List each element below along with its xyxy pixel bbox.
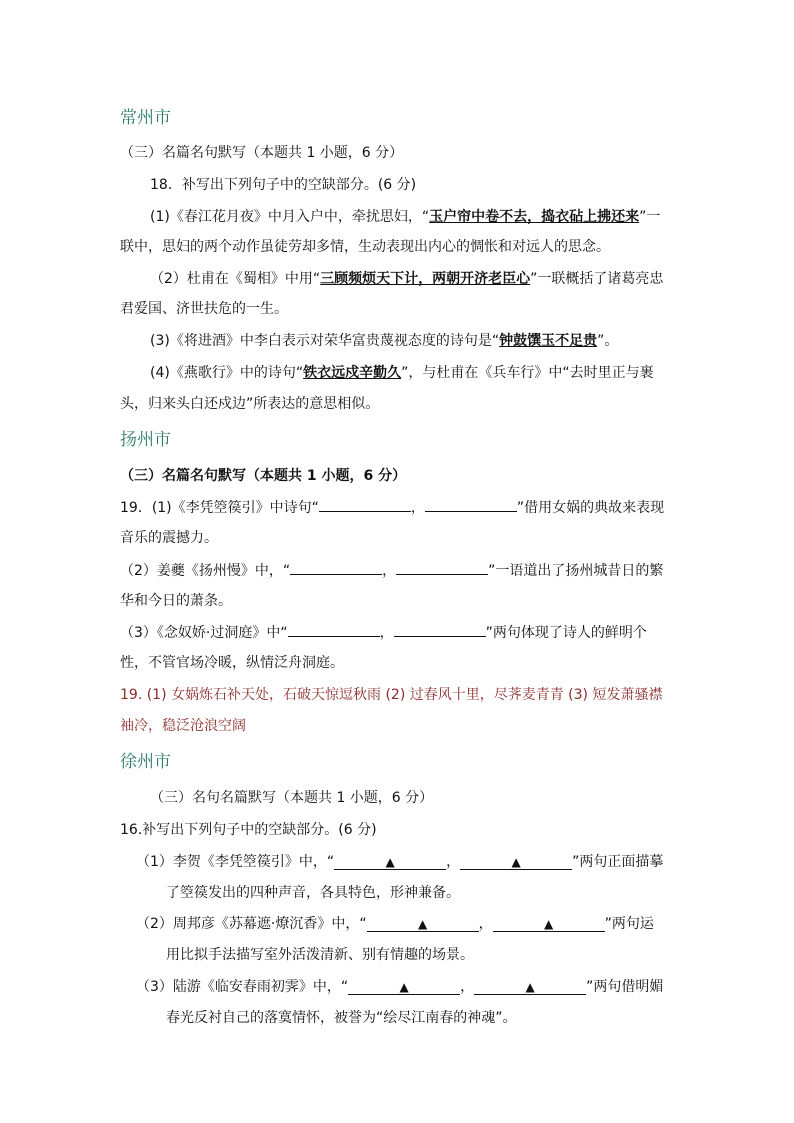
answer-underlined: 钟鼓馔玉不足贵 [499, 333, 598, 349]
answer-underlined: 三顾频烦天下计，两朝开济老臣心 [320, 271, 531, 287]
item-text: （3）陆游《临安春雨初霁》中，“ [136, 979, 349, 995]
question-item [150, 207, 660, 227]
fill-blank[interactable] [288, 622, 380, 637]
item-text: ， [382, 563, 397, 579]
item-text: ， [446, 854, 461, 870]
fill-blank[interactable]: ▲ [493, 917, 605, 932]
item-text: （2）杜甫在《蜀相》中用“ [150, 271, 321, 287]
fill-blank[interactable] [425, 497, 517, 512]
section-heading: （三）名句名篇默写（本题共 1 小题，6 分） [150, 790, 434, 806]
item-continuation: 头，归来头白还戍边”所表达的意思相似。 [120, 396, 380, 412]
item-text: 19．(1)《李凭箜篌引》中诗句“ [120, 500, 319, 516]
item-text: ”两句正面描摹 [572, 854, 664, 870]
item-text: （1）李贺《李凭箜篌引》中，“ [136, 854, 335, 870]
item-text: ”两句体现了诗人的鲜明个 [485, 625, 647, 641]
fill-blank[interactable] [319, 497, 411, 512]
question-item [150, 363, 654, 383]
fill-blank[interactable]: ▲ [334, 855, 446, 870]
item-continuation: 君爱国、济世扶危的一生。 [120, 301, 288, 317]
question-item [120, 497, 664, 518]
fill-blank[interactable] [290, 560, 382, 575]
question-item [120, 622, 647, 643]
fill-blank[interactable]: ▲ [348, 980, 460, 995]
question-item [120, 560, 663, 581]
fill-blank[interactable] [396, 560, 488, 575]
fill-blank[interactable] [394, 622, 486, 637]
item-text: ”一 [639, 209, 661, 225]
section-heading: （三）名篇名句默写（本题共 1 小题，6 分） [120, 468, 407, 484]
item-text: ， [379, 625, 394, 641]
section-heading: （三）名篇名句默写（本题共 1 小题，6 分） [120, 145, 404, 161]
item-text: ”，与杜甫在《兵车行》中“去时里正与裹 [401, 365, 654, 381]
item-text: （2）周邦彦《苏幕遮·燎沉香》中，“ [136, 916, 367, 932]
fill-blank[interactable]: ▲ [460, 855, 572, 870]
answer-key: 19. (1) 女娲炼石补天处，石破天惊逗秋雨 (2) 过春风十里，尽荠麦青青 (3) 短发萧骚襟 [120, 687, 663, 703]
city-heading-changzhou: 常州市 [120, 108, 171, 128]
question-title: 16.补写出下列句子中的空缺部分。(6 分) [120, 822, 377, 838]
item-text: ”两句借明媚 [586, 979, 664, 995]
question-item [136, 977, 663, 997]
city-heading-xuzhou: 徐州市 [120, 752, 171, 772]
item-text: ， [478, 916, 493, 932]
item-text: （3）《念奴娇·过洞庭》中“ [120, 625, 288, 641]
item-continuation: 了箜篌发出的四种声音，各具特色，形神兼备。 [166, 885, 460, 901]
fill-blank[interactable]: ▲ [474, 980, 586, 995]
question-item [150, 331, 618, 351]
item-text: (4)《燕歌行》中的诗句“ [150, 365, 304, 381]
answer-underlined: 铁衣远戍辛勤久 [303, 365, 402, 381]
city-heading-yangzhou: 扬州市 [120, 430, 171, 450]
item-text: ”借用女娲的典故来表现 [516, 500, 665, 516]
item-text: (3)《将进酒》中李白表示对荣华富贵蔑视态度的诗句是“ [150, 333, 500, 349]
item-text: ， [460, 979, 475, 995]
item-continuation: 华和今日的萧条。 [120, 593, 232, 609]
item-continuation: 性，不管官场冷暖，纵情泛舟洞庭。 [120, 655, 344, 671]
item-text: ”。 [597, 333, 619, 349]
answer-key-continuation: 袖冷，稳泛沧浪空阔 [120, 718, 246, 734]
item-text: (1)《春江花月夜》中月入户中，牵扰思妇，“ [150, 209, 430, 225]
item-continuation: 音乐的震撼力。 [120, 530, 218, 546]
item-text: ， [410, 500, 425, 516]
item-continuation: 春光反衬自己的落寞情怀，被誉为“绘尽江南春的神魂”。 [166, 1010, 517, 1026]
item-text: ”一语道出了扬州城昔日的繁 [488, 563, 664, 579]
question-item [150, 269, 663, 289]
question-title: 18．补写出下列句子中的空缺部分。(6 分) [150, 177, 417, 193]
item-text: （2）姜夔《扬州慢》中，“ [120, 563, 291, 579]
question-item [136, 914, 654, 934]
fill-blank[interactable]: ▲ [367, 917, 479, 932]
item-text: ”两句运 [604, 916, 654, 932]
item-continuation: 联中，思妇的两个动作虽徒劳却多情，生动表现出内心的惆怅和对远人的思念。 [120, 239, 610, 255]
item-continuation: 用比拟手法描写室外活泼清新、别有情趣的场景。 [166, 947, 474, 963]
question-item [136, 852, 663, 872]
answer-underlined: 玉户帘中卷不去，捣衣砧上拂还来 [429, 209, 640, 225]
item-text: ”一联概括了诸葛亮忠 [530, 271, 664, 287]
